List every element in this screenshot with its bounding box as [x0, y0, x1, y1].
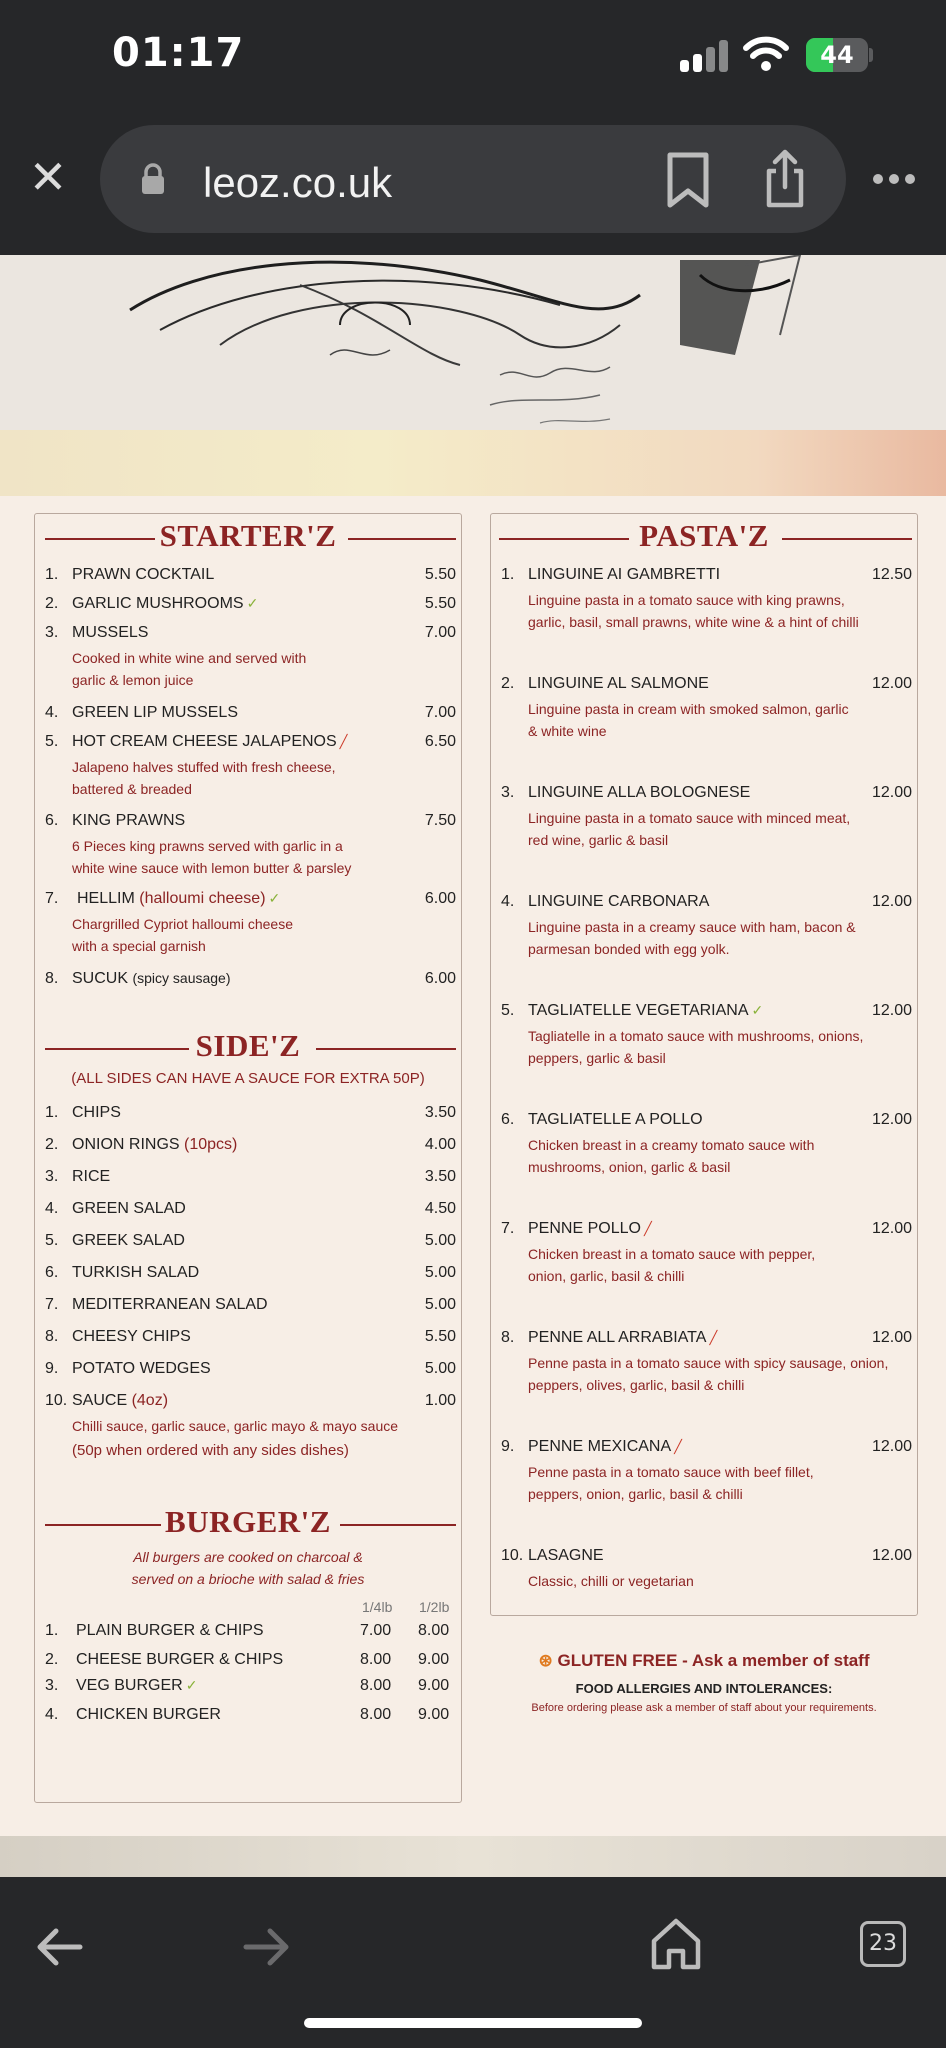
gluten-free-icon: ⊛ — [538, 1651, 553, 1670]
vegetarian-leaf-icon: ✓ — [751, 1002, 764, 1018]
forward-arrow-icon[interactable] — [236, 1917, 296, 1977]
wifi-icon — [742, 34, 790, 72]
back-arrow-icon[interactable] — [30, 1917, 90, 1977]
vegetarian-leaf-icon: ✓ — [185, 1677, 198, 1693]
chilli-icon: ╱ — [339, 734, 348, 749]
chilli-icon: ╱ — [674, 1439, 682, 1454]
menu — [0, 496, 946, 1836]
battery-percent: 44 — [820, 41, 854, 69]
url-field[interactable] — [100, 125, 846, 233]
battery-tip — [869, 48, 873, 62]
pastas-heading: PASTA'Z — [491, 518, 917, 558]
sides-note: (ALL SIDES CAN HAVE A SAUCE FOR EXTRA 50P) — [71, 1070, 425, 1087]
web-page-content[interactable] — [0, 255, 946, 1877]
home-indicator[interactable] — [304, 2018, 642, 2028]
pasta-sketch-illustration — [0, 255, 946, 430]
browser-toolbar — [0, 1877, 946, 2048]
allergy-title: FOOD ALLERGIES AND INTOLERANCES: — [575, 1681, 833, 1696]
more-icon[interactable] — [872, 173, 916, 185]
sides-heading: SIDE'Z — [35, 1028, 461, 1068]
lock-icon — [140, 163, 166, 195]
burgers-note: All burgers are cooked on charcoal & served on a brioche with salad & fries — [131, 1549, 365, 1587]
decorative-band — [0, 430, 946, 496]
status-time: 01:17 — [112, 30, 245, 76]
url-text: leoz.co.uk — [203, 159, 393, 206]
status-bar — [0, 0, 946, 115]
allergy-info — [490, 1651, 918, 1714]
close-icon[interactable]: ✕ — [28, 151, 68, 203]
cellular-signal-icon — [680, 40, 728, 72]
allergy-text: Before ordering please ask a member of staff about your requirements. — [531, 1702, 877, 1714]
vegetarian-leaf-icon: ✓ — [246, 595, 259, 611]
tabs-button[interactable]: 23 — [860, 1921, 906, 1967]
right-menu-panel: PASTA'Z 1. LINGUINE AI GAMBRETTI 12.50 Linguine pasta in a tomato sauce with king prawns, garlic, basil, small prawns, white wine & a hint of chilli 2. LINGUINE AL SALMONE 12.00 Linguine pasta in cream with smoked salmon, garlic & white wine 3. LINGUINE ALLA BOLOGNESE 12.00 Linguine pasta in a tomato sauce with minced meat, red wine, garlic & basil 4. LINGUINE CARBONARA 12.00 Linguine pasta in a creamy sauce with ham, bacon & parmesan bonded with egg yolk. 5. TAGLIATELLE VEGETARIANA ✓ 12.00 Tagliatelle in a tomato sauce with mushrooms, onions, peppers, garlic & basil 6. TAGLIATELLE A POLLO 12.00 Chicken breast in a creamy tomato sauce with mushrooms, onion, garlic & basil 7. PENNE POLLO ╱ 12.00 Chicken breast in a tomato sauce with pepper, onion, garlic, basil & chilli 8. PENNE ALL ARRABIATA ╱ 12.00 Penne pasta in a tomato sauce with spicy sausage, onion, peppers, olives, garlic, basil & chilli 9. PENNE MEXICANA ╱ 12.00 Penne pasta in a tomato sauce with beef fillet, peppers, onion, garlic, basil & chilli 10. LASAGNE 12.00 Classic, chilli or vegetarian — [490, 513, 918, 1616]
left-menu-panel: STARTER'Z 1. PRAWN COCKTAIL 5.50 2. GARLIC MUSHROOMS ✓ 5.50 3. MUSSELS 7.00 Cooked in white wine and served with garlic & lemon juice 4. GREEN LIP MUSSELS 7.00 5. HOT CREAM CHEESE JALAPENOS ╱ 6.50 Jalapeno halves stuffed with fresh cheese, battered & breaded 6. KING PRAWNS 7.50 6 Pieces king prawns served with garlic in a white wine sauce with lemon butter & parsley 7. HELLIM (halloumi cheese) ✓ 6.00 Chargrilled Cypriot halloumi cheese with a special garnish 8. SUCUK (spicy sausage) 6.00 SIDE'Z (ALL SIDES CAN HAVE A SAUCE FOR EXTRA 50P) 1. CHIPS 3.50 2. ONION RINGS (10pcs) 4.00 3. RICE 3.50 4. GREEN SALAD 4.50 5. GREEK SALAD 5.00 6. TURKISH SALAD 5.00 7. MEDITERRANEAN SALAD 5.00 8. CHEESY CHIPS 5.50 9. POTATO WEDGES 5.00 10. SAUCE (4oz) 1.00 Chilli sauce, garlic sauce, garlic mayo & mayo sauce (50p when ordered with any sides dishes) BURGER'Z All burgers are cooked on charcoal & served on a brioche with salad & fries 1/4lb 1/2lb 1. PLAIN BURGER & CHIPS 7.00 8.00 2. CHEESE BURGER & CHIPS 8.00 9.00 3. VEG BURGER ✓ 8.00 9.00 4. CHICKEN BURGER 8.00 9.00 — [34, 513, 462, 1803]
chilli-icon: ╱ — [643, 1221, 652, 1236]
starters-heading: STARTER'Z — [35, 518, 461, 558]
battery-icon — [806, 38, 868, 72]
browser-address-bar — [0, 115, 946, 255]
burger-size-header: 1/4lb 1/2lb — [362, 1599, 450, 1615]
home-icon[interactable] — [646, 1913, 706, 1973]
bookmark-icon[interactable] — [666, 151, 710, 209]
burgers-heading: BURGER'Z — [35, 1504, 461, 1544]
gluten-free-label: GLUTEN FREE - Ask a member of staff — [557, 1651, 870, 1670]
decorative-strip — [0, 1836, 946, 1877]
vegetarian-leaf-icon: ✓ — [268, 890, 281, 906]
chilli-icon: ╱ — [709, 1330, 718, 1345]
share-icon[interactable] — [764, 149, 806, 209]
